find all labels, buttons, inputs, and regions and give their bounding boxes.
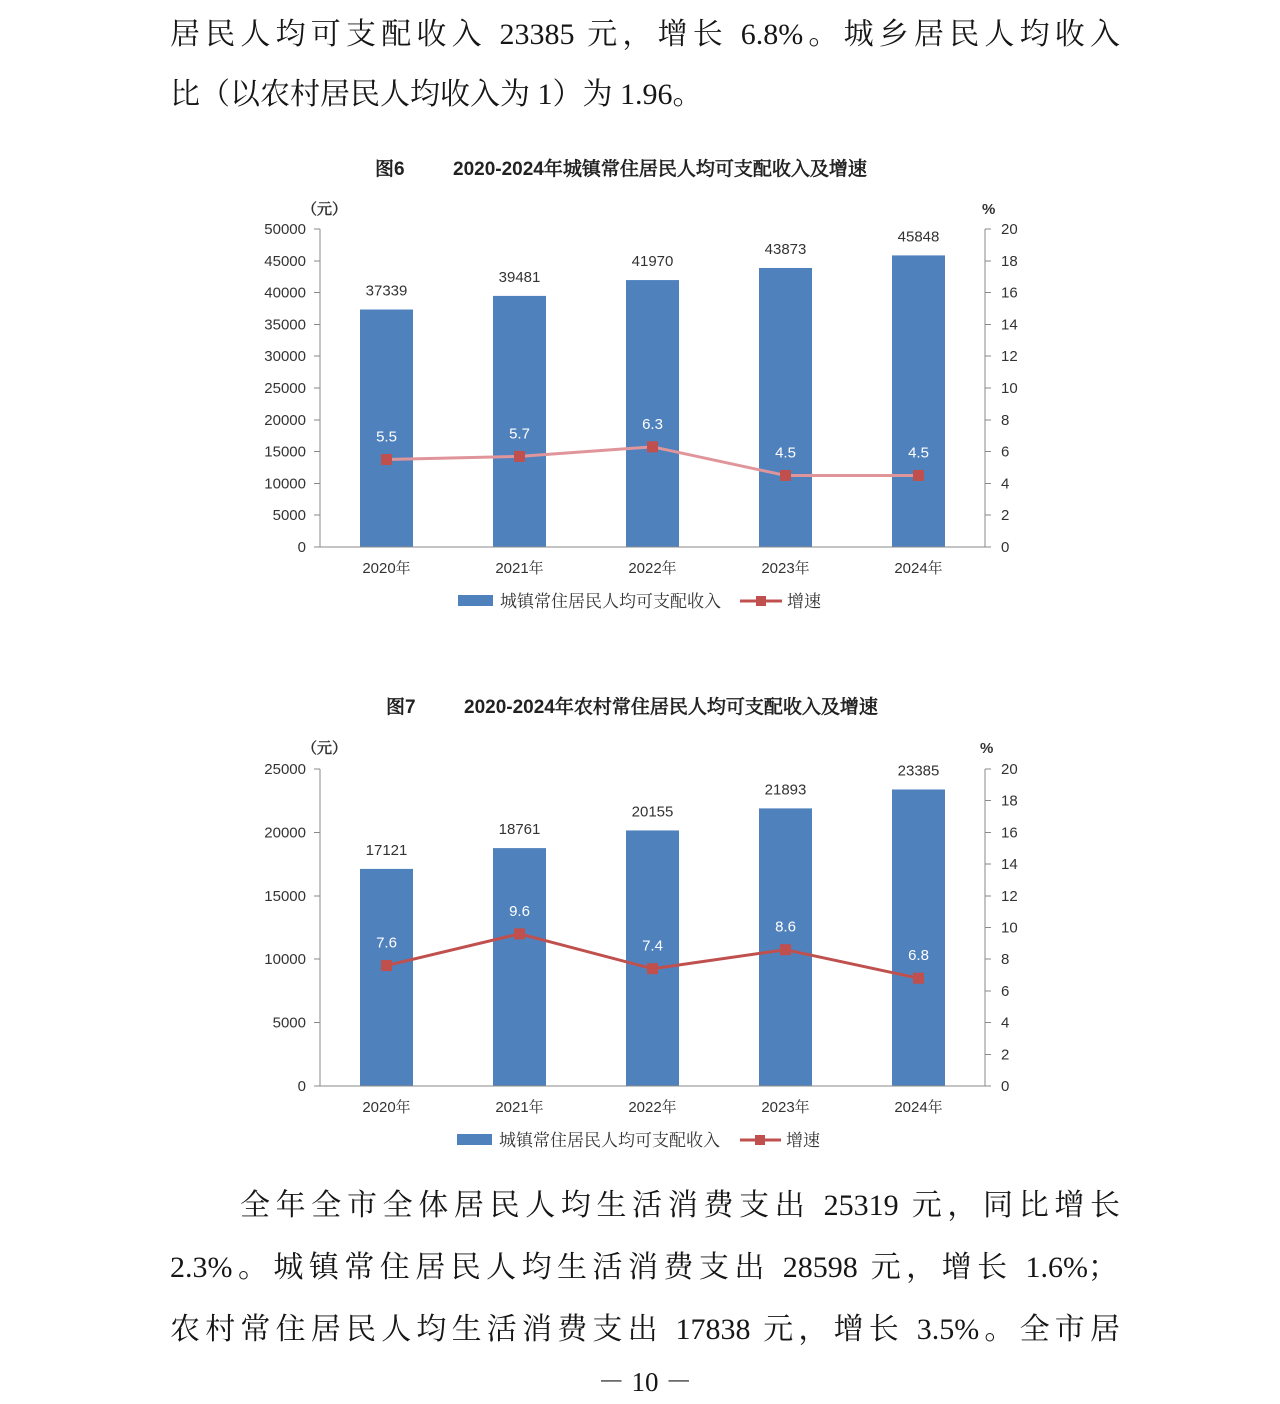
plot-area	[264, 221, 1017, 577]
bar-value-label: 45848	[897, 228, 940, 246]
y-tick-label-right: 10	[1001, 919, 1018, 937]
paragraph-line: 2.3%。城镇常住居民人均生活消费支出 28598 元，增长 1.6%；	[170, 1251, 1118, 1284]
y-tick-label-right: 14	[1001, 316, 1018, 334]
growth-value-label: 6.8	[908, 947, 929, 965]
y-tick-label-left: 15000	[264, 887, 306, 905]
x-tick-label: 2020年	[362, 1099, 411, 1116]
y-tick-label-right: 18	[1001, 252, 1018, 270]
x-tick-label: 2022年	[628, 560, 677, 577]
chart-figure-6	[230, 140, 1040, 630]
y-axis-right-unit: %	[980, 740, 994, 757]
income-bar	[626, 280, 679, 547]
bar-value-label: 18761	[498, 821, 541, 839]
x-tick-label: 2024年	[894, 1099, 943, 1116]
y-tick-label-right: 8	[1001, 411, 1010, 429]
growth-value-label: 7.6	[376, 934, 397, 952]
income-bar	[493, 848, 546, 1086]
y-tick-label-right: 6	[1001, 982, 1010, 1000]
y-tick-label-left: 5000	[272, 1014, 306, 1032]
y-tick-label-right: 14	[1001, 856, 1018, 874]
growth-value-label: 7.4	[642, 937, 663, 955]
bar-value-label: 20155	[631, 803, 674, 821]
y-axis-right-unit: %	[982, 201, 996, 218]
y-tick-label-right: 12	[1001, 348, 1018, 366]
y-tick-label-right: 16	[1001, 284, 1018, 302]
y-tick-label-left: 5000	[272, 507, 306, 525]
growth-value-label: 6.3	[642, 415, 663, 433]
y-tick-label-right: 4	[1001, 1014, 1010, 1032]
y-tick-label-right: 18	[1001, 792, 1018, 810]
y-tick-label-right: 0	[1001, 1078, 1010, 1095]
y-tick-label-right: 6	[1001, 443, 1010, 461]
bar-value-label: 37339	[365, 282, 408, 300]
y-tick-label-right: 10	[1001, 380, 1018, 397]
legend-line-label: 增速	[787, 592, 821, 611]
income-bar	[892, 255, 945, 547]
y-tick-label-left: 20000	[264, 824, 306, 842]
chart-title: 2020-2024年农村常住居民人均可支配收入及增速	[464, 697, 878, 718]
x-tick-label: 2021年	[495, 1099, 544, 1116]
x-tick-label: 2024年	[894, 560, 943, 577]
income-bar	[759, 268, 812, 547]
legend-bar-swatch	[458, 595, 493, 606]
growth-value-label: 4.5	[775, 444, 796, 462]
y-tick-label-right: 20	[1001, 761, 1018, 778]
y-tick-label-left: 10000	[264, 475, 306, 493]
paragraph-line: 农村常住居民人均生活消费支出 17838 元，增长 3.5%。全市居	[170, 1313, 1120, 1346]
growth-value-label: 8.6	[775, 918, 796, 936]
chart-title: 2020-2024年城镇常住居民人均可支配收入及增速	[453, 159, 867, 180]
legend-bar-label: 城镇常住居民人均可支配收入	[499, 1131, 720, 1150]
growth-value-label: 5.7	[509, 425, 530, 443]
growth-value-label: 4.5	[908, 444, 929, 462]
growth-marker	[381, 454, 392, 465]
x-tick-label: 2023年	[761, 560, 810, 577]
y-tick-label-left: 40000	[264, 284, 306, 302]
x-tick-label: 2021年	[495, 560, 544, 577]
y-tick-label-left: 35000	[264, 316, 306, 334]
bar-value-label: 17121	[365, 841, 408, 859]
bar-value-label: 21893	[764, 781, 807, 799]
legend	[457, 1131, 820, 1150]
income-bar	[360, 869, 413, 1086]
x-tick-label: 2020年	[362, 560, 411, 577]
y-tick-label-left: 45000	[264, 252, 306, 270]
y-axis-left-unit: （元）	[302, 201, 348, 218]
y-tick-label-right: 2	[1001, 1046, 1010, 1064]
growth-marker	[780, 944, 791, 955]
chart-figure-label: 图6	[375, 159, 405, 180]
y-tick-label-right: 20	[1001, 221, 1018, 238]
y-tick-label-left: 25000	[264, 380, 306, 397]
y-tick-label-right: 12	[1001, 887, 1018, 905]
income-bar	[493, 296, 546, 547]
growth-marker	[514, 928, 525, 939]
y-tick-label-left: 15000	[264, 443, 306, 461]
plot-area	[264, 761, 1017, 1116]
y-tick-label-left: 25000	[264, 761, 306, 778]
y-tick-label-left: 10000	[264, 951, 306, 969]
paragraph-line: 全年全市全体居民人均生活消费支出 25319 元，同比增长	[240, 1189, 1120, 1222]
legend-line-marker	[756, 596, 766, 606]
y-tick-label-right: 0	[1001, 539, 1010, 556]
growth-marker	[913, 470, 924, 481]
growth-value-label: 9.6	[509, 902, 530, 920]
income-bar	[892, 789, 945, 1086]
bar-value-label: 39481	[498, 268, 541, 286]
growth-value-label: 5.5	[376, 428, 397, 446]
y-tick-label-right: 16	[1001, 824, 1018, 842]
y-tick-label-left: 20000	[264, 411, 306, 429]
paragraph-line: 居民人均可支配收入 23385 元，增长 6.8%。城乡居民人均收入	[170, 18, 1120, 51]
x-tick-label: 2022年	[628, 1099, 677, 1116]
growth-marker	[780, 470, 791, 481]
legend-line-marker	[755, 1135, 765, 1145]
y-tick-label-left: 0	[297, 539, 306, 556]
x-tick-label: 2023年	[761, 1099, 810, 1116]
bar-value-label: 41970	[631, 253, 674, 271]
growth-marker	[647, 963, 658, 974]
legend-bar-label: 城镇常住居民人均可支配收入	[500, 592, 721, 611]
growth-marker	[514, 451, 525, 462]
y-tick-label-left: 30000	[264, 348, 306, 366]
chart-figure-7	[230, 680, 1040, 1160]
growth-marker	[381, 960, 392, 971]
bar-value-label: 43873	[764, 240, 807, 258]
legend-bar-swatch	[457, 1134, 492, 1145]
paragraph-line: 比（以农村居民人均收入为 1）为 1.96。	[170, 78, 703, 111]
page-number: － 10 －	[597, 1367, 693, 1397]
legend-line-label: 增速	[786, 1131, 820, 1150]
y-tick-label-right: 8	[1001, 951, 1010, 969]
y-axis-left-unit: （元）	[302, 740, 348, 757]
growth-marker	[913, 973, 924, 984]
legend	[458, 592, 821, 611]
y-tick-label-left: 50000	[264, 221, 306, 238]
y-tick-label-right: 4	[1001, 475, 1010, 493]
growth-marker	[647, 441, 658, 452]
y-tick-label-right: 2	[1001, 507, 1010, 525]
income-bar	[626, 830, 679, 1086]
y-tick-label-left: 0	[297, 1078, 306, 1095]
chart-figure-label: 图7	[386, 697, 416, 718]
bar-value-label: 23385	[897, 762, 940, 780]
